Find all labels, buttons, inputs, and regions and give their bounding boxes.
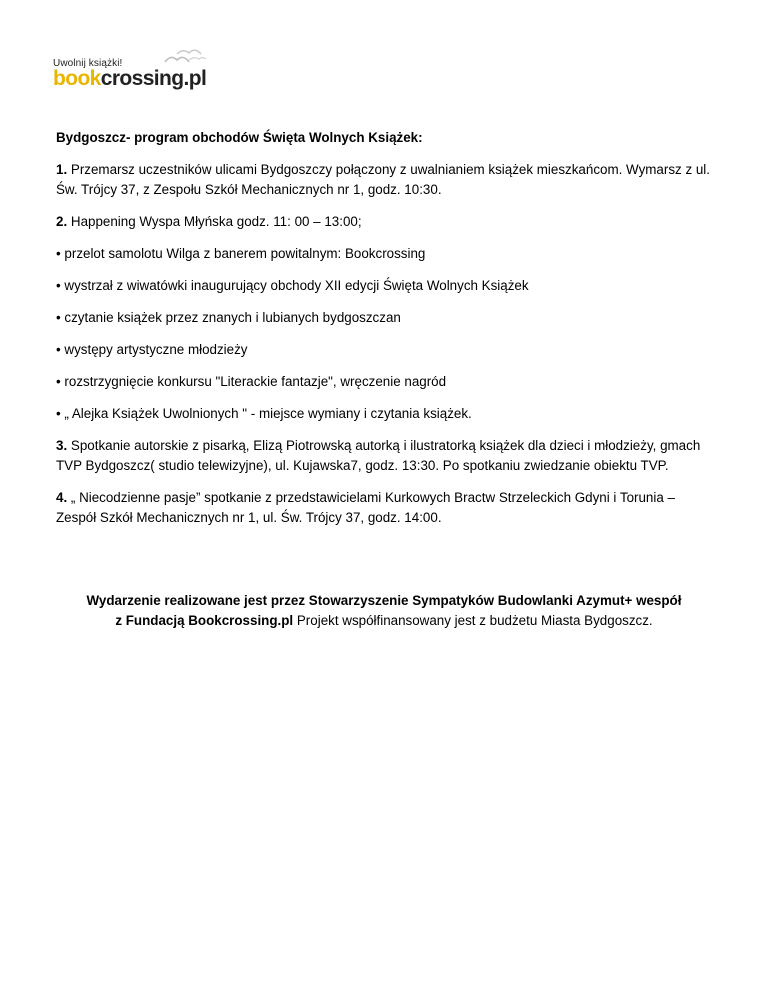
logo-word-book: book bbox=[53, 67, 101, 90]
item-text: „ Niecodzienne pasje” spotkanie z przedstawicielami Kurkowych Bractw Strzeleckich Gdyni i Torunia – Zespół Szkół Mechanicznych nr 1, ul. Św. Trójcy 37, godz. 14:00. bbox=[56, 490, 675, 525]
footer-line-1: Wydarzenie realizowane jest przez Stowarzyszenie Sympatyków Budowlanki Azymut+ wespół bbox=[86, 593, 682, 608]
bookcrossing-logo bbox=[53, 46, 213, 90]
document-title: Bydgoszcz- program obchodów Święta Wolnych Książek: bbox=[56, 130, 423, 145]
bullet-item: • „ Alejka Książek Uwolnionych " - miejsce wymiany i czytania książek. bbox=[56, 406, 472, 421]
bullet-item: • czytanie książek przez znanych i lubianych bydgoszczan bbox=[56, 310, 401, 325]
program-content bbox=[56, 128, 716, 540]
item-number: 4. bbox=[56, 490, 68, 505]
organizer-footer bbox=[56, 591, 712, 631]
program-item-1 bbox=[56, 160, 716, 200]
program-item-2 bbox=[56, 212, 716, 232]
bullet-item: • rozstrzygnięcie konkursu "Literackie fantazje", wręczenie nagród bbox=[56, 374, 447, 389]
program-item-4 bbox=[56, 488, 716, 528]
program-item-3 bbox=[56, 436, 716, 476]
bullet-item: • wystrzał z wiwatówki inaugurujący obchody XII edycji Święta Wolnych Książek bbox=[56, 278, 529, 293]
logo-word-crossing: crossing.pl bbox=[100, 67, 207, 90]
bullet-item: • przelot samolotu Wilga z banerem powitalnym: Bookcrossing bbox=[56, 246, 426, 261]
item-text: Happening Wyspa Młyńska godz. 11: 00 – 13:00; bbox=[67, 214, 362, 229]
footer-line-2 bbox=[56, 611, 712, 631]
item-number: 3. bbox=[56, 438, 68, 453]
logo-tagline: Uwolnij książki! bbox=[53, 58, 123, 69]
footer-foundation: z Fundacją Bookcrossing.pl bbox=[115, 613, 294, 628]
item-number: 2. bbox=[56, 214, 68, 229]
item-number: 1. bbox=[56, 162, 68, 177]
item-text: Spotkanie autorskie z pisarką, Elizą Piotrowską autorką i ilustratorką książek dla dzieci i młodzieży, gmach TVP Bydgoszcz( studio telewizyjne), ul. Kujawska7, godz. 13:30. Po spotkaniu zwiedzanie obiektu TVP. bbox=[56, 438, 701, 473]
footer-funding: Projekt współfinansowany jest z budżetu Miasta Bydgoszcz. bbox=[293, 613, 653, 628]
item-text: Przemarsz uczestników ulicami Bydgoszczy połączony z uwalnianiem książek mieszkańcom. Wymarsz z ul. Św. Trójcy 37, z Zespołu Szkół Mechanicznych nr 1, godz. 10:30. bbox=[56, 162, 711, 197]
bullet-item: • występy artystyczne młodzieży bbox=[56, 342, 248, 357]
logo-wordmark bbox=[53, 68, 206, 89]
